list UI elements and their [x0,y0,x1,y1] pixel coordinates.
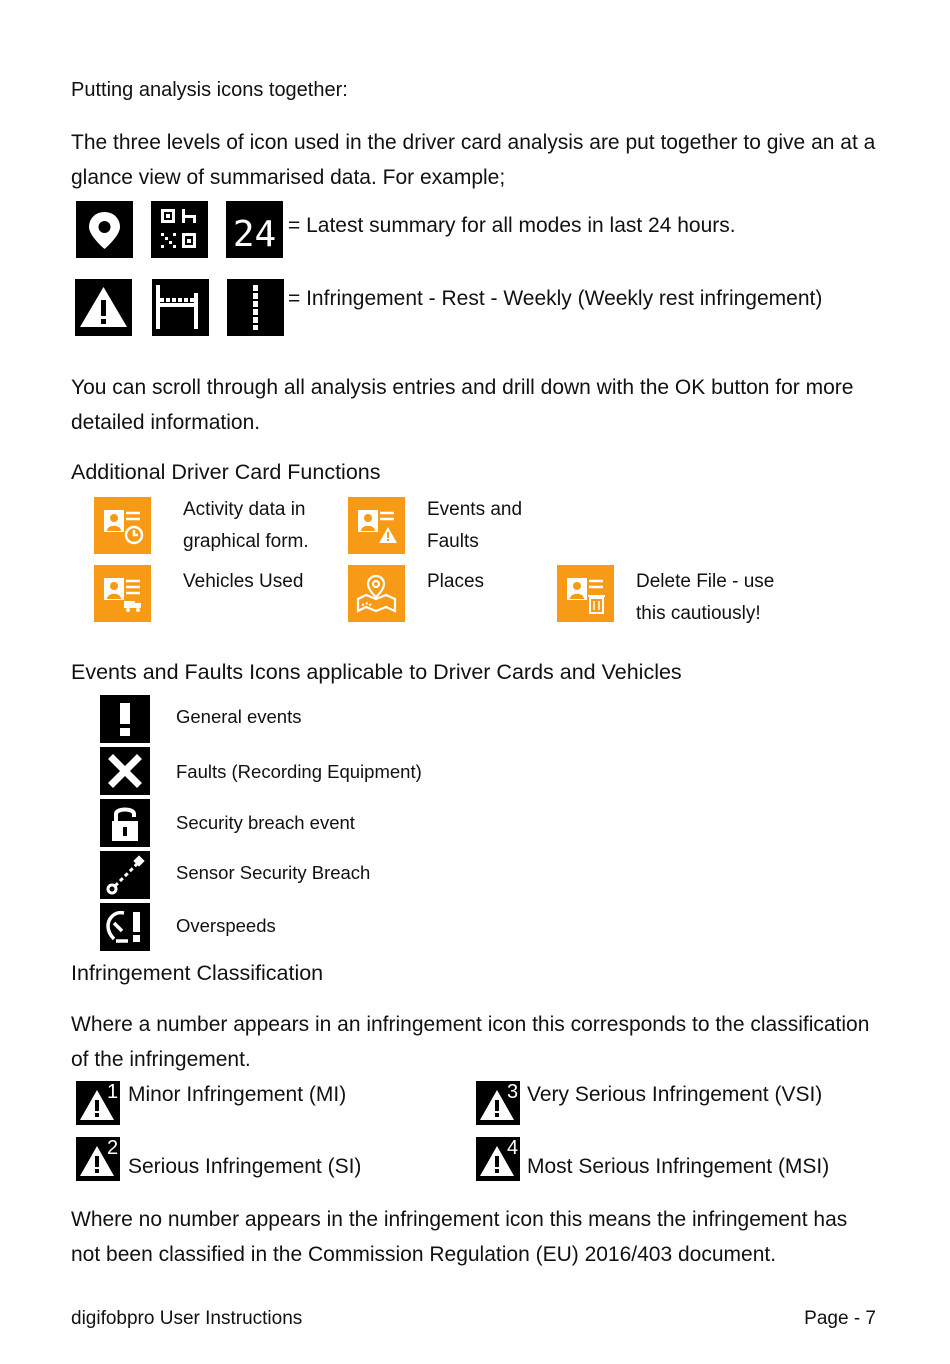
footer-page-number: Page - 7 [804,1308,876,1329]
general-events-label: General events [176,706,302,727]
section-title-additional: Additional Driver Card Functions [71,460,381,484]
infringement-outro: Where no number appears in the infringement icon this means the infringement has not been classified in the Commission Regulation (EU) 2016/403 document. [71,1208,848,1266]
example-1-text: = Latest summary for all modes in last 24 hours. [288,214,736,237]
example-2-text: = Infringement - Rest - Weekly (Weekly rest infringement) [288,287,823,310]
infringement-2-number: 2 [107,1137,119,1159]
infringement-intro: Where a number appears in an infringement icon this corresponds to the classification of the infringement. [71,1013,870,1071]
warning-triangle-icon [75,279,132,336]
cross-icon [100,747,150,795]
vehicles-used-label: Vehicles Used [183,571,304,592]
activity-graph-label: Activity data in graphical form. [183,499,309,552]
section-title-analysis: Putting analysis icons together: [71,79,348,101]
sensor-breach-label: Sensor Security Breach [176,862,371,883]
analysis-intro: The three levels of icon used in the driver card analysis are put together to give an at a glance view of summarised data. For example; [71,131,876,189]
activity-graph-icon [94,497,151,554]
padlock-open-icon [100,799,150,847]
infringement-1-number: 1 [107,1081,119,1103]
infringement-msi-label: Most Serious Infringement (MSI) [527,1155,830,1178]
24-hours-icon [226,201,283,258]
exclamation-icon [100,695,150,743]
infringement-4-number: 4 [507,1137,519,1159]
places-label: Places [427,571,485,592]
events-faults-icon [348,497,405,554]
rest-bed-icon [152,279,209,336]
location-pin-icon [76,201,133,258]
infringement-4-icon [476,1137,520,1181]
speedometer-exclamation-icon [100,903,150,951]
section-title-events: Events and Faults Icons applicable to Driver Cards and Vehicles [71,660,682,684]
delete-file-icon [557,565,614,622]
infringement-3-icon [476,1081,520,1125]
infringement-2-icon [76,1137,120,1181]
infringement-si-label: Serious Infringement (SI) [128,1155,362,1178]
vehicles-used-icon [94,565,151,622]
section-title-infringement: Infringement Classification [71,961,324,985]
infringement-1-icon [76,1081,120,1125]
infringement-3-number: 3 [507,1081,519,1103]
infringement-mi-label: Minor Infringement (MI) [128,1083,347,1106]
scroll-note: You can scroll through all analysis entries and drill down with the OK button for more detailed information. [71,376,854,434]
security-breach-label: Security breach event [176,812,355,833]
delete-file-label: Delete File - use this cautiously! [636,571,775,624]
overspeeds-label: Overspeeds [176,915,276,936]
events-faults-label: Events and Faults [427,499,523,552]
24-hours-label: 24 [232,214,277,255]
places-map-icon [348,565,405,622]
sensor-cable-icon [100,851,150,899]
faults-label: Faults (Recording Equipment) [176,761,422,782]
infringement-vsi-label: Very Serious Infringement (VSI) [527,1083,823,1106]
footer-doc-title: digifobpro User Instructions [71,1308,303,1329]
summary-grid-icon [151,201,208,258]
weekly-bar-icon [227,279,284,336]
